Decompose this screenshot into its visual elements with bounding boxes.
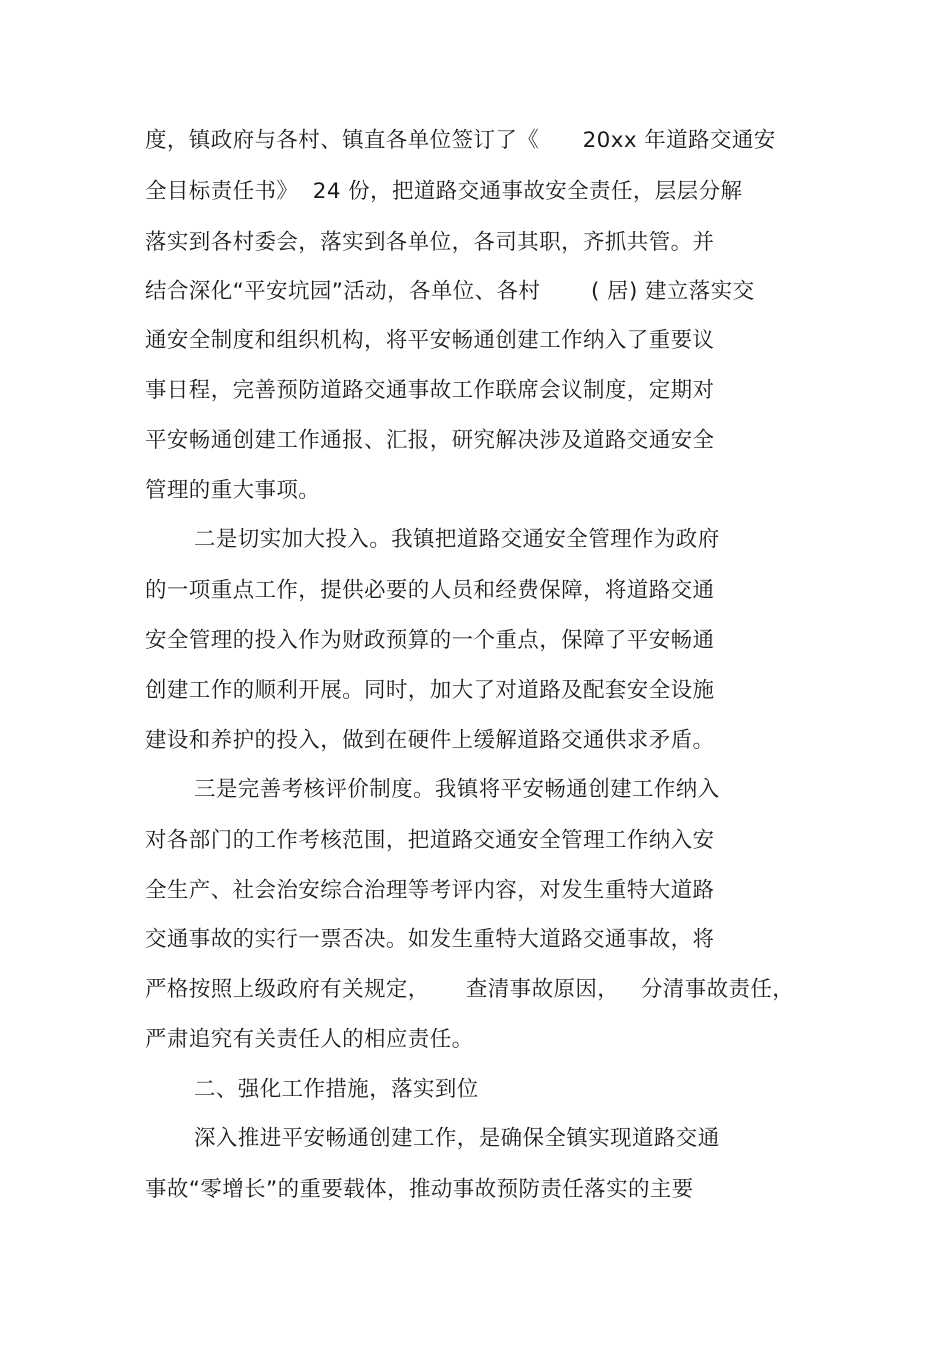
text-line: 全目标责任书》 24 份，把道路交通事故安全责任，层层分解 (145, 179, 743, 204)
paragraph-first-line: 三是完善考核评价制度。我镇将平安畅通创建工作纳入 (194, 777, 720, 802)
text-line: 的一项重点工作，提供必要的人员和经费保障，将道路交通 (145, 578, 715, 603)
text-line: 严格按照上级政府有关规定， 查清事故原因， 分清事故责任， (145, 977, 795, 1002)
text-line: 安全管理的投入作为财政预算的一个重点，保障了平安畅通 (145, 628, 715, 653)
text-line: 事日程，完善预防道路交通事故工作联席会议制度，定期对 (145, 378, 715, 403)
text-line: 管理的重大事项。 (145, 478, 321, 503)
paragraph-first-line: 二是切实加大投入。我镇把道路交通安全管理作为政府 (194, 527, 720, 552)
text-line: 建设和养护的投入，做到在硬件上缓解道路交通供求矛盾。 (145, 728, 715, 753)
text-line: 全生产、社会治安综合治理等考评内容，对发生重特大道路 (145, 878, 715, 903)
text-line: 严肃追究有关责任人的相应责任。 (145, 1027, 474, 1052)
paragraph-first-line: 深入推进平安畅通创建工作，是确保全镇实现道路交通 (194, 1126, 720, 1151)
text-line: 结合深化“平安坑园”活动，各单位、各村 ( 居) 建立落实交 (145, 279, 755, 304)
text-line: 交通事故的实行一票否决。如发生重特大道路交通事故，将 (145, 927, 715, 952)
text-line: 创建工作的顺利开展。同时，加大了对道路及配套安全设施 (145, 678, 715, 703)
text-line: 通安全制度和组织机构，将平安畅通创建工作纳入了重要议 (145, 328, 715, 353)
text-line: 事故“零增长”的重要载体，推动事故预防责任落实的主要 (145, 1177, 694, 1202)
text-line: 对各部门的工作考核范围，把道路交通安全管理工作纳入安 (145, 828, 715, 853)
text-line: 度，镇政府与各村、镇直各单位签订了《 20xx 年道路交通安 (145, 128, 776, 153)
text-line: 落实到各村委会，落实到各单位，各司其职，齐抓共管。并 (145, 230, 715, 255)
section-heading: 二、强化工作措施，落实到位 (194, 1077, 479, 1102)
text-line: 平安畅通创建工作通报、汇报，研究解决涉及道路交通安全 (145, 428, 715, 453)
